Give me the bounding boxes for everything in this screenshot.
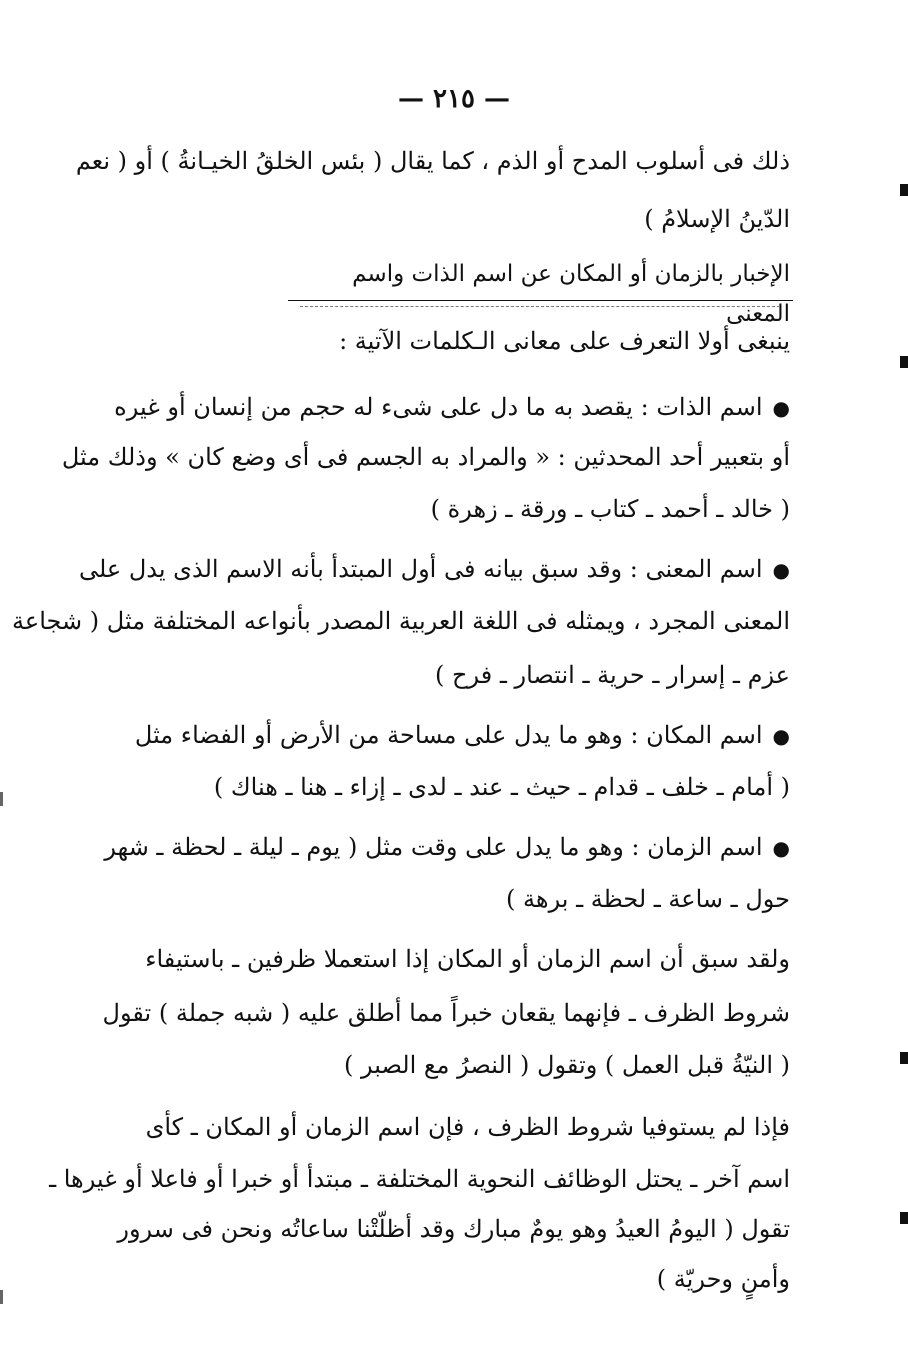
- list-item-maana-line-2: المعنى المجرد ، ويمثله فى اللغة العربية المصدر بأنواعه المختلفة مثل ( شجاعة: [12, 607, 790, 635]
- list-item-makan-line-2: ( أمام ـ خلف ـ قدام ـ حيث ـ عند ـ لدى ـ إزاء ـ هنا ـ هناك ): [213, 773, 790, 801]
- list-item-text: اسم المعنى : وقد سبق بيانه فى أول المبتدأ بأنه الاسم الذى يدل على: [78, 555, 763, 583]
- paragraph-2-line-1: ولقد سبق أن اسم الزمان أو المكان إذا استعملا ظرفين ـ باستيفاء: [145, 945, 790, 973]
- scan-edge-mark: [900, 1052, 908, 1064]
- scan-edge-mark: [900, 184, 908, 196]
- heading-underline: [288, 300, 793, 301]
- paragraph-3-line-1: فإذا لم يستوفيا شروط الظرف ، فإن اسم الزمان أو المكان ـ كأى: [145, 1113, 790, 1141]
- list-item-text: اسم الذات : يقصد به ما دل على شىء له حجم من إنسان أو غيره: [114, 393, 763, 421]
- list-item-zaman-line-2: حول ـ ساعة ـ لحظة ـ برهة ): [506, 885, 790, 913]
- paragraph-line-1: ذلك فى أسلوب المدح أو الذم ، كما يقال ( بئس الخلقُ الخيـانةُ ) أو ( نعم: [75, 147, 790, 175]
- paragraph-3-line-2: اسم آخر ـ يحتل الوظائف النحوية المختلفة ـ مبتدأ أو خبرا أو فاعلا أو غيرها ـ: [49, 1165, 790, 1193]
- list-item-text: اسم الزمان : وهو ما يدل على وقت مثل ( يوم ـ ليلة ـ لحظة ـ شهر: [104, 833, 763, 861]
- paragraph-line-2: الدّينُ الإسلامُ ): [644, 205, 790, 233]
- paragraph-2-line-3: ( النيّةُ قبل العمل ) وتقول ( النصرُ مع الصبر ): [343, 1051, 790, 1079]
- scan-edge-mark: [0, 1290, 3, 1304]
- heading-underline-dashed: [300, 306, 780, 307]
- scan-edge-mark: [900, 1212, 908, 1224]
- list-item-makan-line-1: [128, 706, 790, 765]
- paragraph-3-line-3: تقول ( اليومُ العيدُ وهو يومٌ مبارك وقد أظلّتْنا ساعاتُه ونحن فى سرور: [117, 1215, 790, 1243]
- page-number: — ٢١٥ —: [397, 84, 511, 114]
- bullet-icon: ●: [772, 558, 790, 582]
- intro-line: ينبغى أولا التعرف على معانى الـكلمات الآتية :: [339, 327, 790, 355]
- list-item-dhat-line-2: أو بتعبير أحد المحدثين : « والمراد به الجسم فى أى وضع كان » وذلك مثل: [61, 443, 790, 471]
- list-item-dhat-line-3: ( خالد ـ أحمد ـ كتاب ـ ورقة ـ زهرة ): [430, 495, 790, 523]
- scan-edge-mark: [0, 792, 3, 806]
- section-heading: الإخبار بالزمان أو المكان عن اسم الذات واسم المعنى: [352, 261, 790, 327]
- list-item-text: اسم المكان : وهو ما يدل على مساحة من الأرض أو الفضاء مثل: [134, 721, 763, 749]
- scan-edge-mark: [900, 356, 908, 368]
- bullet-icon: ●: [772, 724, 790, 748]
- list-item-maana-line-1: [78, 540, 790, 599]
- list-item-maana-line-3: عزم ـ إسرار ـ حرية ـ انتصار ـ فرح ): [435, 661, 790, 689]
- bullet-icon: ●: [772, 396, 790, 420]
- paragraph-3-line-4: وأمنٍ وحريّة ): [656, 1265, 790, 1293]
- paragraph-2-line-2: شروط الظرف ـ فإنهما يقعان خبراً مما أطلق عليه ( شبه جملة ) تقول: [102, 999, 790, 1027]
- list-item-zaman-line-1: [104, 818, 790, 877]
- bullet-icon: ●: [772, 836, 790, 860]
